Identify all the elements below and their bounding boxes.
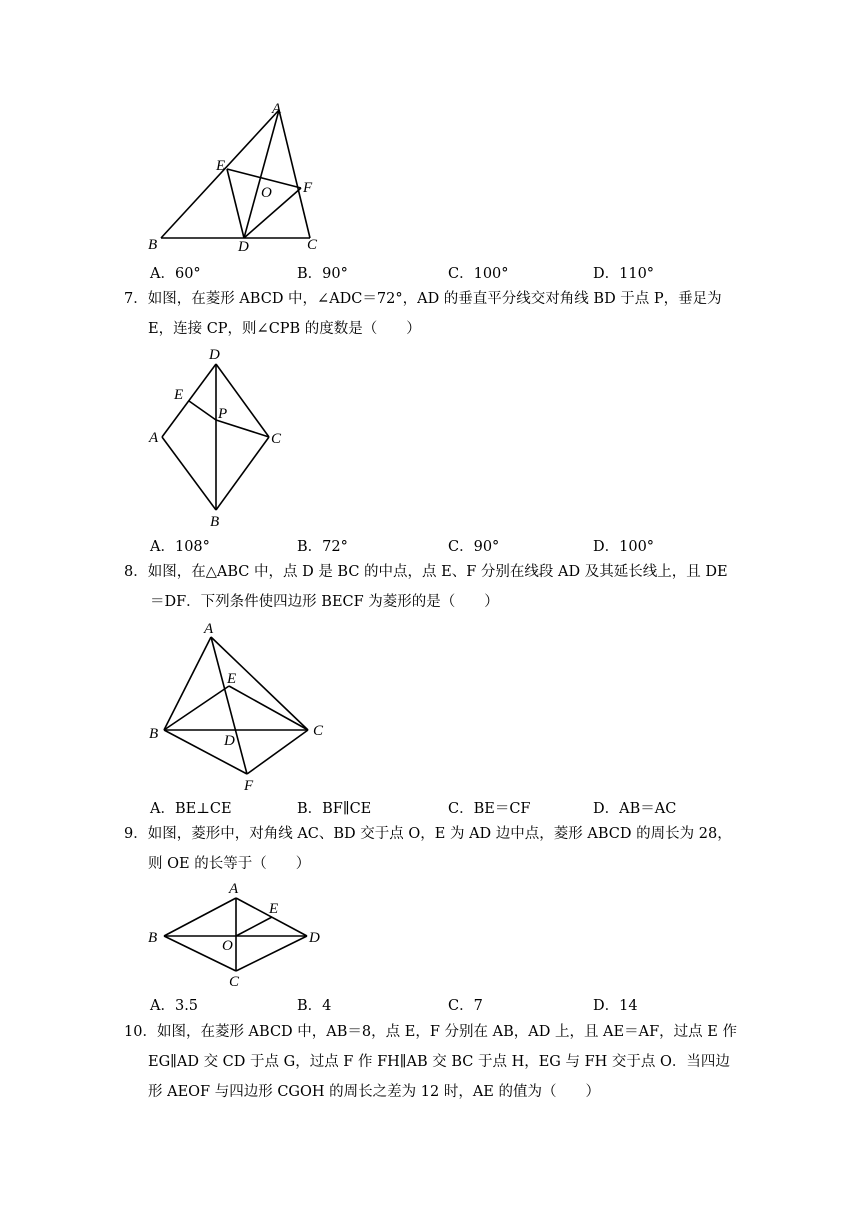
label-F: F xyxy=(303,180,313,196)
option-c[interactable]: C．100° xyxy=(448,266,509,282)
segment-AF xyxy=(211,637,247,774)
option-d[interactable]: D．AB＝AC xyxy=(593,801,677,817)
segment-BE xyxy=(164,686,229,730)
label-C: C xyxy=(271,431,282,447)
question-7 xyxy=(124,284,744,344)
figure-q8 xyxy=(140,618,340,794)
question-7-line-1: 7．如图，在菱形 ABCD 中，∠ADC＝72°，AD 的垂直平分线交对角线 BD 于点 P，垂足为 xyxy=(124,291,722,307)
figure-q9 xyxy=(140,878,330,990)
segment-CD xyxy=(216,364,269,437)
segment-BA xyxy=(164,898,236,936)
segment-DF xyxy=(244,188,301,238)
question-8 xyxy=(124,557,744,617)
label-F: F xyxy=(244,778,254,794)
segment-DA xyxy=(162,364,216,437)
segment-AC xyxy=(211,637,308,730)
option-d[interactable]: D．110° xyxy=(593,266,655,282)
label-D: D xyxy=(238,239,249,255)
label-B: B xyxy=(149,726,159,742)
question-10-line-3: 形 AEOF 与四边形 CGOH 的周长之差为 12 时，AE 的值为（ ） xyxy=(148,1084,600,1100)
option-d[interactable]: D．100° xyxy=(593,539,655,555)
option-d[interactable]: D．14 xyxy=(593,998,638,1014)
question-7-line-2: E，连接 CP，则∠CPB 的度数是（ ） xyxy=(148,321,421,337)
label-O: O xyxy=(261,185,272,201)
segment-FC xyxy=(247,730,308,774)
label-D: D xyxy=(209,347,220,363)
q8-options xyxy=(150,797,750,817)
option-b[interactable]: B．BF∥CE xyxy=(297,801,372,817)
label-A: A xyxy=(229,881,239,897)
label-P: P xyxy=(218,406,228,422)
label-C: C xyxy=(307,237,318,253)
q6-options xyxy=(150,262,750,282)
label-D: D xyxy=(224,733,235,749)
label-B: B xyxy=(148,930,158,946)
segment-AB xyxy=(164,637,211,730)
label-E: E xyxy=(269,901,279,917)
label-A: A xyxy=(204,621,214,637)
option-a[interactable]: A．108° xyxy=(150,539,210,555)
question-8-line-2: ＝DF．下列条件使四边形 BECF 为菱形的是（ ） xyxy=(150,594,499,610)
question-10 xyxy=(124,1017,744,1107)
label-C: C xyxy=(229,974,240,990)
label-E: E xyxy=(227,671,237,687)
question-10-line-1: 10．如图，在菱形 ABCD 中，AB＝8，点 E，F 分别在 AB，AD 上，且 AE＝AF，过点 E 作 xyxy=(124,1024,737,1040)
question-9 xyxy=(124,819,744,879)
label-A: A xyxy=(149,430,159,446)
label-B: B xyxy=(148,237,158,253)
segment-AC xyxy=(279,110,310,238)
question-10-line-2: EG∥AD 交 CD 于点 G，过点 F 作 FH∥AB 交 BC 于点 H，EG 与 FH 交于点 O．当四边 xyxy=(148,1054,730,1070)
option-b[interactable]: B．90° xyxy=(297,266,348,282)
segment-BC xyxy=(216,437,269,510)
option-c[interactable]: C．90° xyxy=(448,539,500,555)
option-b[interactable]: B．72° xyxy=(297,539,348,555)
option-c[interactable]: C．BE＝CF xyxy=(448,801,531,817)
label-E: E xyxy=(216,158,226,174)
question-9-line-1: 9．如图，菱形中，对角线 AC、BD 交于点 O，E 为 AD 边中点，菱形 ABCD 的周长为 28， xyxy=(124,826,732,842)
option-a[interactable]: A．60° xyxy=(150,266,201,282)
label-O: O xyxy=(222,938,233,954)
q9-options xyxy=(150,994,750,1014)
q7-options xyxy=(150,535,750,555)
segment-OE xyxy=(236,917,272,936)
option-c[interactable]: C．7 xyxy=(448,998,483,1014)
label-D: D xyxy=(309,930,320,946)
label-A: A xyxy=(272,101,282,117)
label-B: B xyxy=(210,514,220,530)
segment-EP xyxy=(189,401,216,420)
question-8-line-1: 8．如图，在△ABC 中，点 D 是 BC 的中点，点 E、F 分别在线段 AD 及其延长线上，且 DE xyxy=(124,564,728,580)
label-E: E xyxy=(174,387,184,403)
segment-PC xyxy=(216,420,269,437)
option-b[interactable]: B．4 xyxy=(297,998,332,1014)
segment-ED xyxy=(227,169,244,238)
label-C: C xyxy=(313,723,324,739)
segment-AB xyxy=(162,437,216,510)
question-9-line-2: 则 OE 的长等于（ ） xyxy=(148,856,311,872)
figure-q7 xyxy=(140,340,300,530)
option-a[interactable]: A．BE⊥CE xyxy=(150,801,232,817)
figure-q6 xyxy=(140,96,340,258)
segment-DC xyxy=(236,936,307,971)
option-a[interactable]: A．3.5 xyxy=(150,998,199,1014)
